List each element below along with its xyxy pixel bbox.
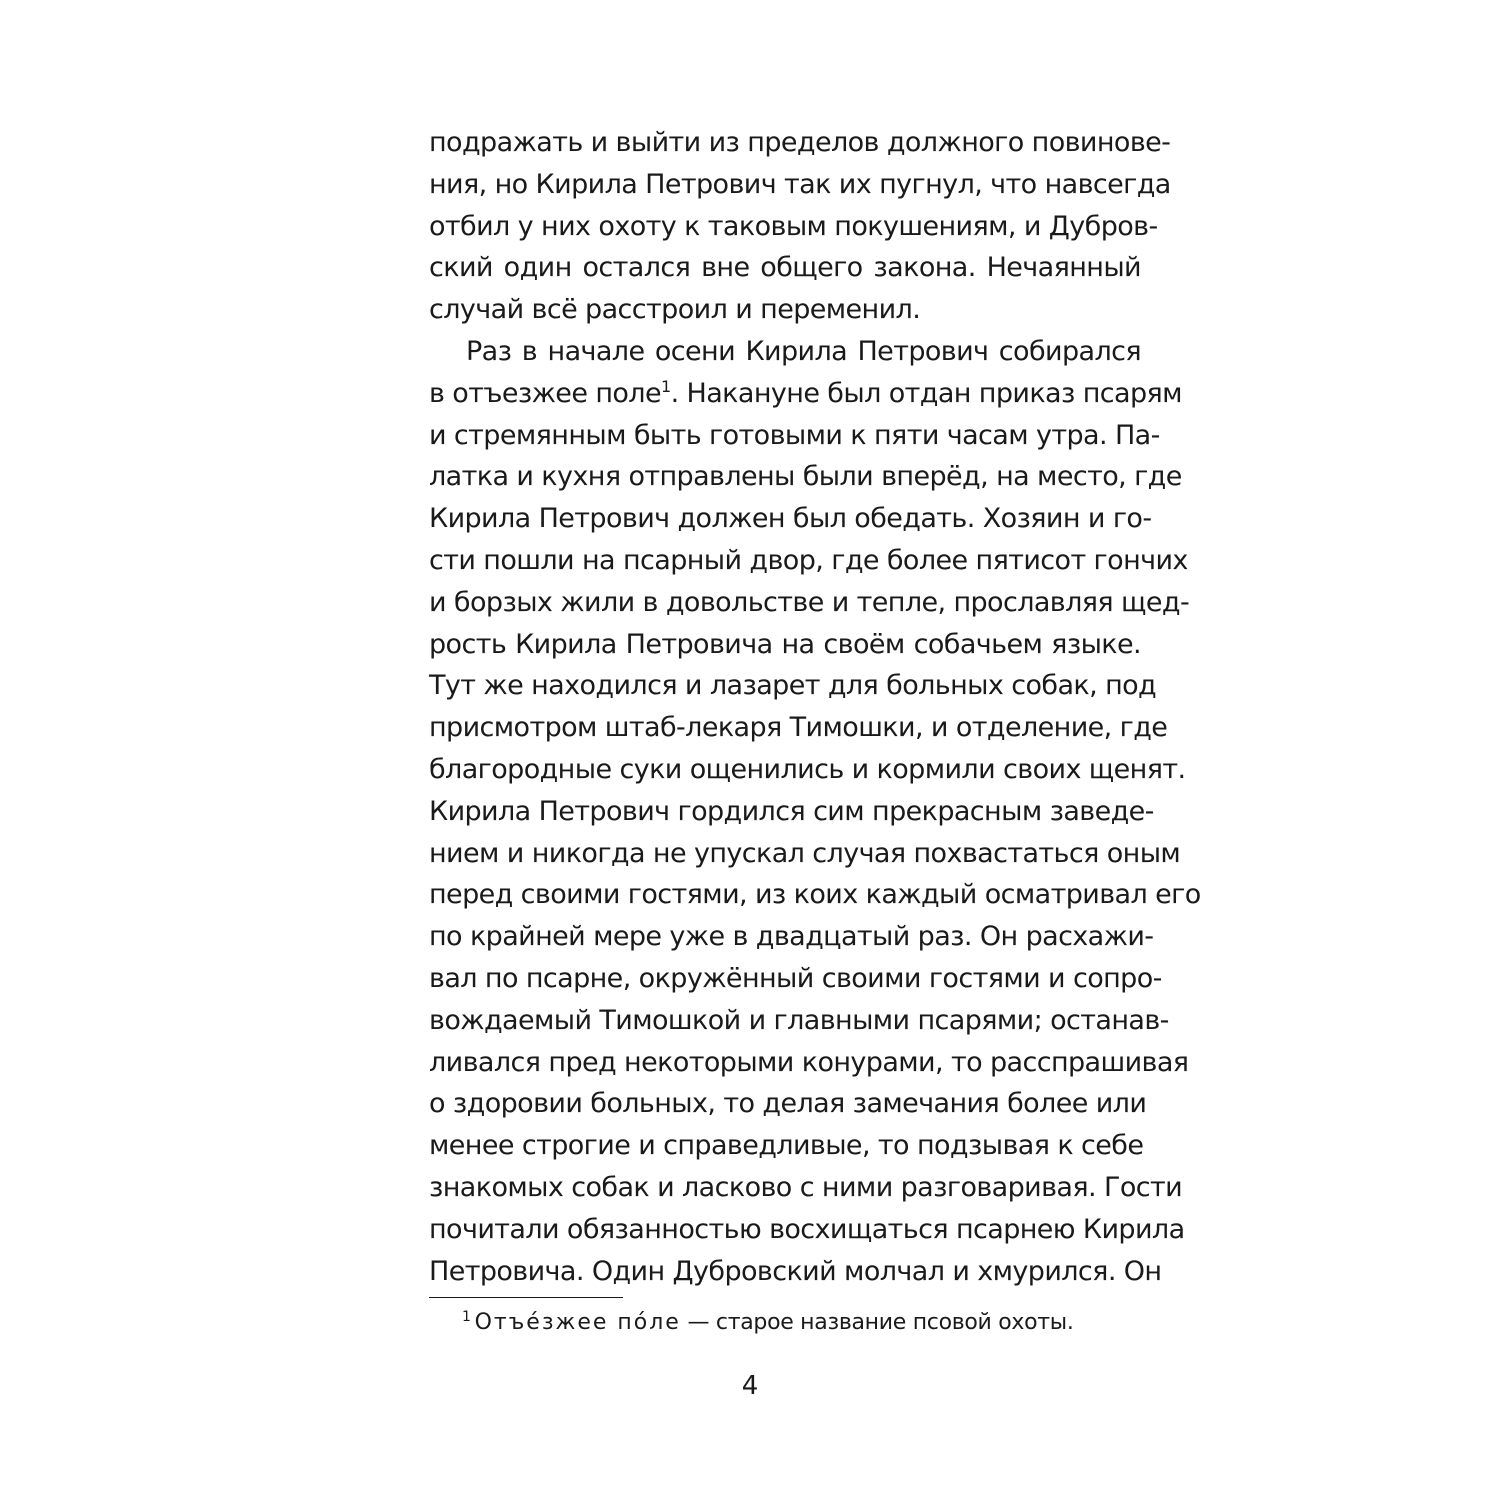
text-line: Кирила Петрович должен был обедать. Хозяин и го- xyxy=(429,503,1152,535)
text-line: ский один остался вне общего закона. Нечаянный xyxy=(429,252,1141,284)
text-line: Раз в начале осени Кирила Петрович собирался xyxy=(466,335,1141,367)
page-number: 4 xyxy=(741,1371,759,1401)
footnote-number: 1 xyxy=(462,1308,471,1325)
text-line: менее строгие и справедливые, то подзывая к себе xyxy=(429,1130,1144,1162)
text-line: почитали обязанностью восхищаться псарнею Кирила xyxy=(429,1213,1185,1245)
text-line: о здоровии больных, то делая замечания более или xyxy=(429,1088,1147,1120)
text-line: перед своими гостями, из коих каждый осматривал его xyxy=(429,879,1201,911)
page-body xyxy=(429,122,1201,1292)
text-line: нием и никогда не упускал случая похвастаться оным xyxy=(429,837,1181,869)
text-line: отбил у них охоту к таковым покушениям, и Дубров- xyxy=(429,210,1158,242)
text-line: благородные суки ощенились и кормили своих щенят. xyxy=(429,753,1186,785)
text-line: и борзых жили в довольстве и тепле, прославляя щед- xyxy=(429,586,1190,618)
text-line: и стремянным быть готовыми к пяти часам утра. Па- xyxy=(429,419,1160,451)
text-fragment: . Накануне был отдан приказ псарям xyxy=(670,377,1182,409)
footnote-marker: 1 xyxy=(660,376,671,396)
text-line: по крайней мере уже в двадцатый раз. Он расхажи- xyxy=(429,921,1154,953)
text-line-with-footnote xyxy=(429,373,1182,415)
text-line: Петровича. Один Дубровский молчал и хмурился. Он xyxy=(429,1255,1162,1287)
footnote-divider xyxy=(429,1297,623,1298)
text-line: рость Кирила Петровича на своём собачьем языке. xyxy=(429,628,1141,660)
footnote-term: Отъе́зжее по́ле xyxy=(474,1310,681,1335)
footnote xyxy=(462,1306,1142,1340)
text-line: Кирила Петрович гордился сим прекрасным заведе- xyxy=(429,795,1154,827)
text-line: сти пошли на псарный двор, где более пятисот гончих xyxy=(429,544,1188,576)
text-fragment: в отъезжее поле xyxy=(429,377,661,409)
text-line: случай всё расстроил и переменил. xyxy=(429,294,921,326)
text-line: латка и кухня отправлены были вперёд, на место, где xyxy=(429,461,1182,493)
text-line: вождаемый Тимошкой и главными псарями; останав- xyxy=(429,1004,1169,1036)
text-line: ния, но Кирила Петрович так их пугнул, что навсегда xyxy=(429,168,1171,200)
text-line: знакомых собак и ласково с ними разговаривая. Гости xyxy=(429,1171,1183,1203)
text-line: ливался пред некоторыми конурами, то расспрашивая xyxy=(429,1046,1189,1078)
footnote-text: — старое название псовой охоты. xyxy=(680,1310,1074,1335)
text-line: Тут же находился и лазарет для больных собак, под xyxy=(429,670,1157,702)
text-line: подражать и выйти из пределов должного повинове- xyxy=(429,127,1171,158)
text-line: вал по псарне, окружённый своими гостями и сопро- xyxy=(429,962,1162,994)
text-line: присмотром штаб-лекаря Тимошки, и отделение, где xyxy=(429,712,1168,744)
